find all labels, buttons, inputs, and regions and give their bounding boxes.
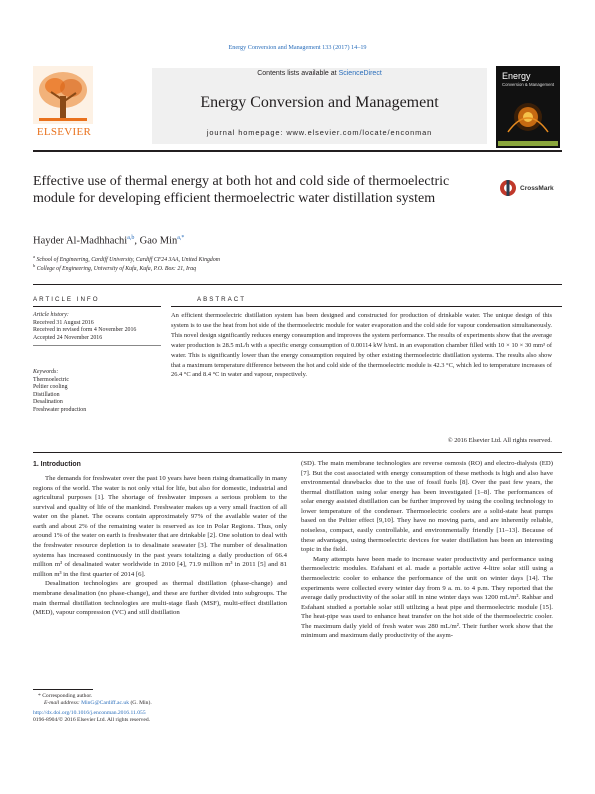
cover-artwork — [498, 96, 558, 138]
issn-line: 0196-8904/© 2016 Elsevier Ltd. All rights reserved. — [33, 717, 151, 723]
left-column — [33, 474, 287, 618]
masthead-divider — [33, 150, 562, 152]
affiliation-mark: a — [33, 254, 35, 259]
article-history — [33, 312, 173, 342]
article-title: Effective use of thermal energy at both hot and cold side of thermoelectric module for developing efficient thermoelectric water distillation system — [33, 174, 450, 206]
keyword: Peltier cooling — [33, 384, 68, 390]
affiliation-text: College of Engineering, University of Kufa, Kufa, P.O. Box: 21, Iraq — [36, 265, 196, 272]
header-divider — [33, 284, 562, 285]
article-info-heading: ARTICLE INFO — [33, 296, 100, 303]
homepage-url[interactable]: www.elsevier.com/locate/enconman — [286, 128, 433, 137]
email-line — [44, 700, 152, 707]
body-paragraph: (SD). The main membrane technologies are reverse osmosis (RO) and electro-dialysis (ED) [7]. But the cost associated with energy consumption of these methods is high and also have environmental drawbacks due to the use of fossil fuels [8]. Over the past few years, the thermal distillation using solar energy has been investigated [1–8]. The performances of solar energy assisted distillation can be further improved by using the cooling technology to lower temperature of the condenser. Thermoelectric coolers are a solid-state heat pumps based on the Peltier effect [9,10]. They have no moving parts, and are inherently reliable, noiseless, compact, easily controllable, and environmentally friendly [11–13]. Because of these advantages, using thermoelectric devices for water distillation has been an interesting topic in the field. — [301, 460, 553, 554]
right-column — [301, 459, 553, 641]
body-paragraph: Many attempts have been made to increase water productivity and performance using thermoelectric modules. Esfahani et al. made a portable active 4-litre solar still using a thermoelectric cooler to enhance the performance of the unit on winter days [14]. The experiments were collected every winter day from 9 a. m. to 4 p.m. They reported that the average daily productivity of the solar still in nine winter days was 1200 mL/m². Rahbar and Esfahani studied a portable solar still utilizing a heat pipe and thermoelectric module [15]. The heat-pipe was used to enhance heat transfer on the hot side of the thermoelectric cooler. The maximum daily yield of fresh water was 280 mL/m². Their further work show that the minimum and maximum daily productivity of the asym- — [301, 555, 553, 640]
contents-line — [152, 70, 487, 77]
cover-strip — [498, 141, 558, 146]
email-label: E-mail address: — [44, 700, 80, 706]
sciencedirect-link[interactable]: ScienceDirect — [338, 70, 382, 77]
cover-subtitle: Conversion & Management — [502, 82, 555, 87]
history-heading: Article history: — [33, 312, 69, 318]
contents-prefix: Contents lists available at — [257, 70, 337, 77]
crossmark-label[interactable]: CrossMark — [520, 185, 554, 192]
keywords-heading: Keywords: — [33, 369, 59, 375]
keyword: Freshwater production — [33, 406, 87, 413]
abstract-bottom-divider — [33, 452, 562, 453]
abstract-heading: ABSTRACT — [197, 296, 247, 303]
author-marks[interactable]: a,b — [127, 235, 135, 241]
author-name[interactable]: Hayder Al-Madhhachi — [33, 235, 128, 247]
affiliation — [33, 254, 220, 263]
journal-homepage — [152, 128, 487, 137]
publisher-name: ELSEVIER — [36, 126, 92, 138]
abstract-copyright: © 2016 Elsevier Ltd. All rights reserved. — [447, 437, 552, 444]
doi-link[interactable]: http://dx.doi.org/10.1016/j.enconman.2016.11.055 — [33, 710, 146, 716]
keyword: Thermoelectric — [33, 376, 69, 383]
abstract-divider — [171, 306, 562, 307]
keyword: Distillation — [33, 391, 60, 398]
section-title: 1. Introduction — [33, 461, 81, 468]
keyword: Desalination — [33, 399, 63, 405]
author-marks[interactable]: a,* — [177, 235, 185, 241]
cover-title: Energy — [502, 71, 531, 81]
info-divider — [33, 306, 161, 307]
body-paragraph: Desalination technologies are grouped as thermal distillation (phase-change) and membrane desalination (no phase-change), and these are further divided into subgroups. The main thermal distillation technologies are multi-stage flash (MSF), multi-effect distillation (MED), vapour compression (VC) and still distillation — [33, 580, 287, 617]
author-list: Hayder Al-Madhhachi$^{a,b}$, Gao Min$^{a,*}$ — [33, 235, 185, 247]
homepage-prefix: journal homepage: — [206, 128, 284, 137]
journal-reference[interactable]: Energy Conversion and Management 133 (2017) 14–19 — [228, 44, 367, 51]
email-suffix: (G. Min). — [130, 700, 152, 706]
history-entry: Accepted 24 November 2016 — [33, 334, 103, 341]
affiliation-text: School of Engineering, Cardiff University, Cardiff CF24 3AA, United Kingdom — [36, 256, 220, 263]
affiliation-mark: b — [33, 263, 36, 268]
footnote-divider — [33, 689, 93, 690]
history-entry: Received 31 August 2016 — [33, 319, 94, 326]
affiliation — [33, 263, 196, 272]
email-link[interactable]: MinG@Cardiff.ac.uk — [81, 700, 130, 706]
abstract-text: An efficient thermoelectric distillation system has been designed and constructed for production of drinkable water. The unique design of this system is to use the heat from hot side of the thermoelectric module for water evaporation and the cold side for vapour condensation simultaneously. This novel design significantly reduces energy consumption and improves the system performance. The results of experiments show that the average water production is 28.5 mL/h with a specific energy consumption of 0.00114 kW h/mL in an evaporation chamber filled with 10 × 10 × 30 mm³ of water. This is significantly lower than the energy consumption required by other existing thermoelectric distillation systems. The results also show that a maximum temperature difference between the hot and cold side of the thermoelectric module is 42.3 °C, which led to temperature increases of 26.4 °C and 8.4 °C in water and vapour, respectively. — [171, 312, 552, 379]
history-entry: Received in revised form 4 November 2016 — [33, 327, 137, 333]
body-paragraph: The demands for freshwater over the past 10 years have been rising dramatically in many regions of the world. The water is not only vital for life, but also for domestic, industrial and agricultural purposes [1]. The shortage of freshwater imposes a serious problem to the survival and quality of life of the mankind. Freshwater makes up a very small fraction of all water on the planet. The oceans contain approximately 97% of the available water of the earth and about 2% of the remaining water is reserved as ice in Polar Regions. Thus, only around 1% of the water on earth is freshwater that are drinkable [2]. One solution to deal with the freshwater resource depletion is to desalinate seawater [3]. The number of desalination systems has increased continuously in the past years totalizing a daily production of 66.4 million m³ of desalinated water worldwide in 2010 [4], 71.9 million m³ in 2011 [5] and 81 million m³ in the first quarter of 2014 [6]. — [33, 475, 287, 578]
journal-name: Energy Conversion and Management — [200, 94, 439, 111]
corresponding-author-note: * Corresponding author. — [38, 693, 93, 699]
keywords — [33, 369, 173, 414]
author-name[interactable]: Gao Min — [139, 235, 178, 247]
